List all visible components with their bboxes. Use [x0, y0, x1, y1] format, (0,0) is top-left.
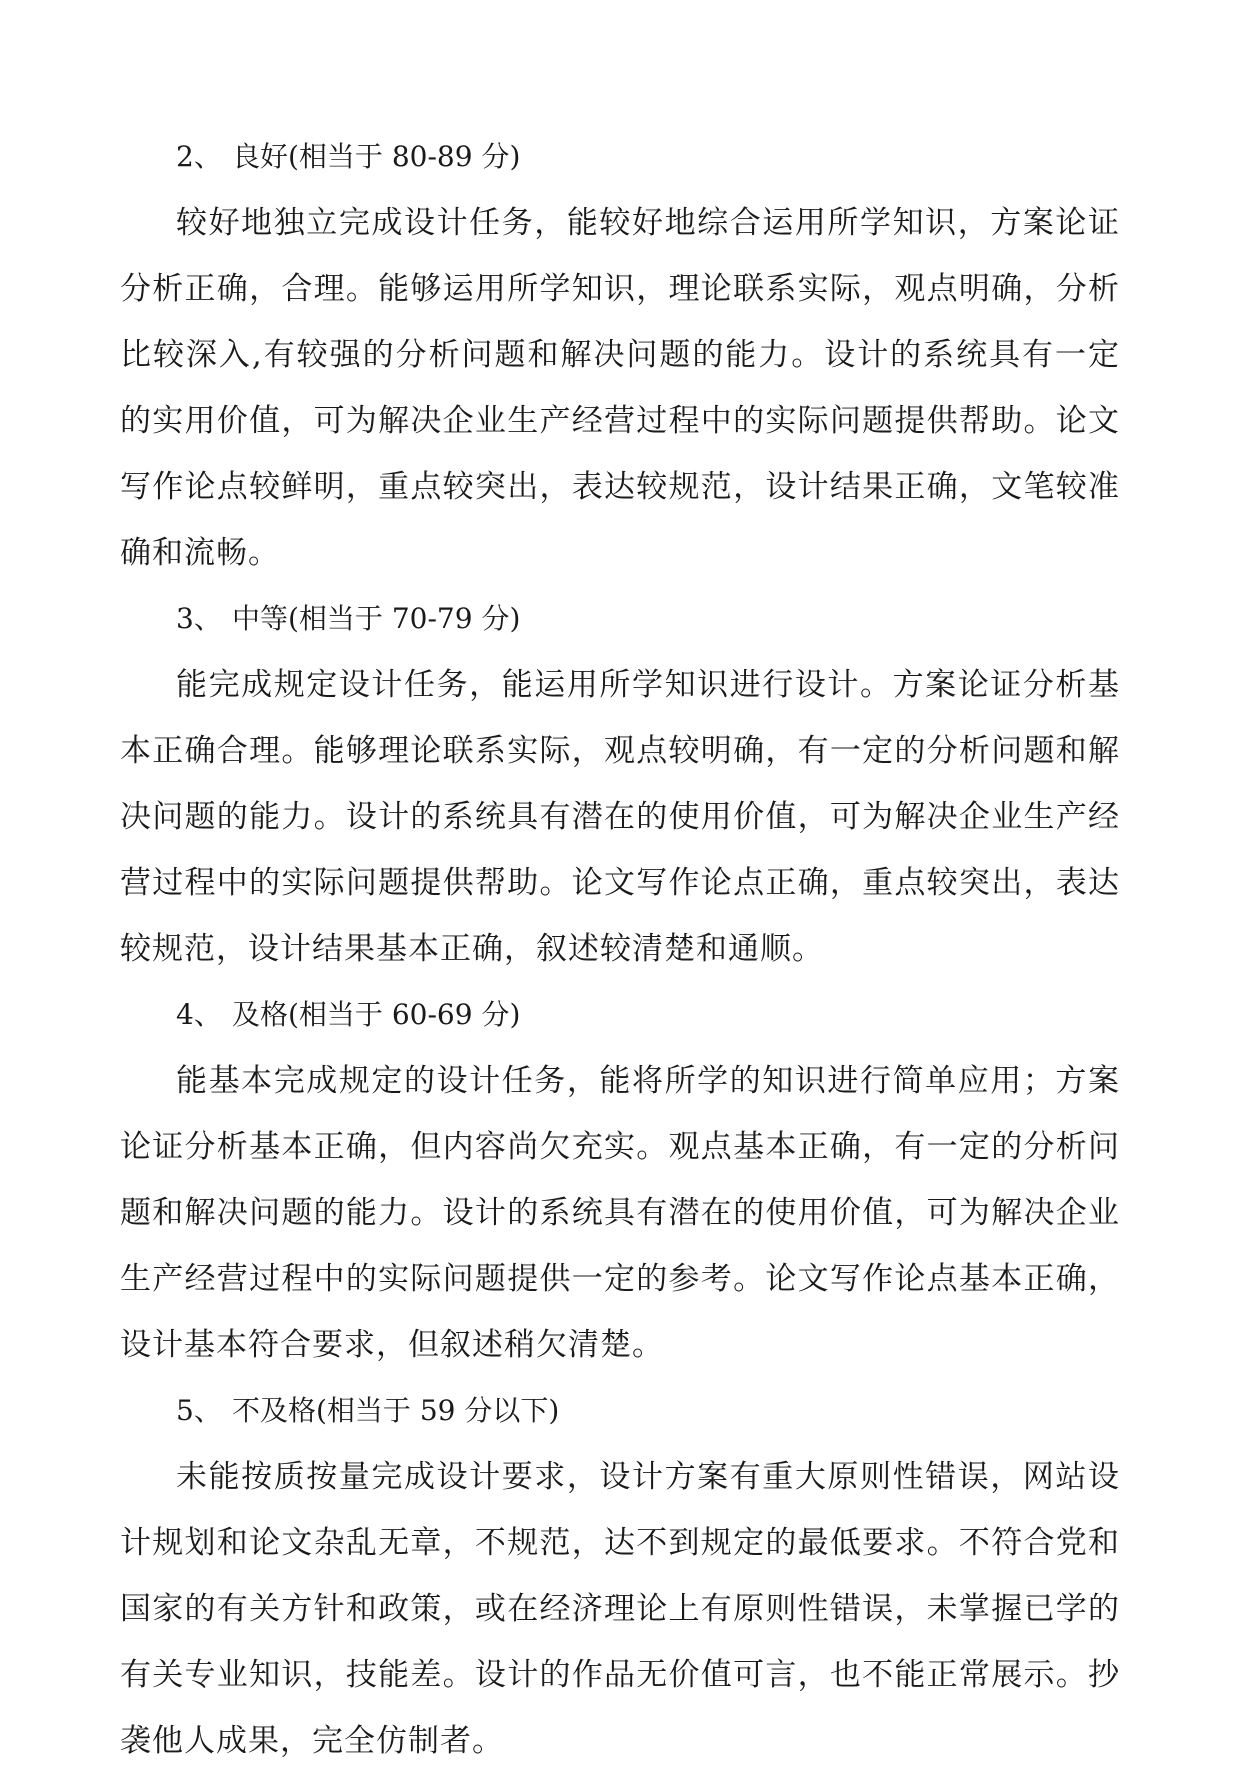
- section-number: 2、: [176, 140, 222, 173]
- section-heading-good: [120, 124, 1120, 190]
- section-number: 3、: [176, 602, 222, 635]
- section-body-medium: 能完成规定设计任务，能运用所学知识进行设计。方案论证分析基本正确合理。能够理论联系实际，观点较明确，有一定的分析问题和解决问题的能力。设计的系统具有潜在的使用价值，可为解决企业生产经营过程中的实际问题提供帮助。论文写作论点正确，重点较突出，表达较规范，设计结果基本正确，叙述较清楚和通顺。: [120, 667, 1120, 967]
- section-body-fail: 未能按质按量完成设计要求，设计方案有重大原则性错误，网站设计规划和论文杂乱无章，不规范，达不到规定的最低要求。不符合党和国家的有关方针和政策，或在经济理论上有原则性错误，未掌握已学的有关专业知识，技能差。设计的作品无价值可言，也不能正常展示。抄袭他人成果，完全仿制者。: [120, 1459, 1120, 1759]
- section-body-pass: 能基本完成规定的设计任务，能将所学的知识进行简单应用；方案论证分析基本正确，但内容尚欠充实。观点基本正确，有一定的分析问题和解决问题的能力。设计的系统具有潜在的使用价值，可为解决企业生产经营过程中的实际问题提供一定的参考。论文写作论点基本正确，设计基本符合要求，但叙述稍欠清楚。: [120, 1063, 1120, 1363]
- document-page: [120, 124, 1120, 1774]
- section-heading-pass: [120, 982, 1120, 1048]
- section-title: 中等(相当于 70-79 分): [232, 602, 521, 635]
- section-heading-fail: [120, 1378, 1120, 1444]
- section-title: 不及格(相当于 59 分以下): [232, 1394, 560, 1427]
- section-number: 5、: [176, 1394, 222, 1427]
- section-title: 及格(相当于 60-69 分): [232, 998, 521, 1031]
- section-heading-medium: [120, 586, 1120, 652]
- section-title: 良好(相当于 80-89 分): [232, 140, 521, 173]
- section-body-good: 较好地独立完成设计任务，能较好地综合运用所学知识，方案论证分析正确，合理。能够运用所学知识，理论联系实际，观点明确，分析比较深入,有较强的分析问题和解决问题的能力。设计的系统具有一定的实用价值，可为解决企业生产经营过程中的实际问题提供帮助。论文写作论点较鲜明，重点较突出，表达较规范，设计结果正确，文笔较准确和流畅。: [120, 205, 1120, 571]
- section-number: 4、: [176, 998, 222, 1031]
